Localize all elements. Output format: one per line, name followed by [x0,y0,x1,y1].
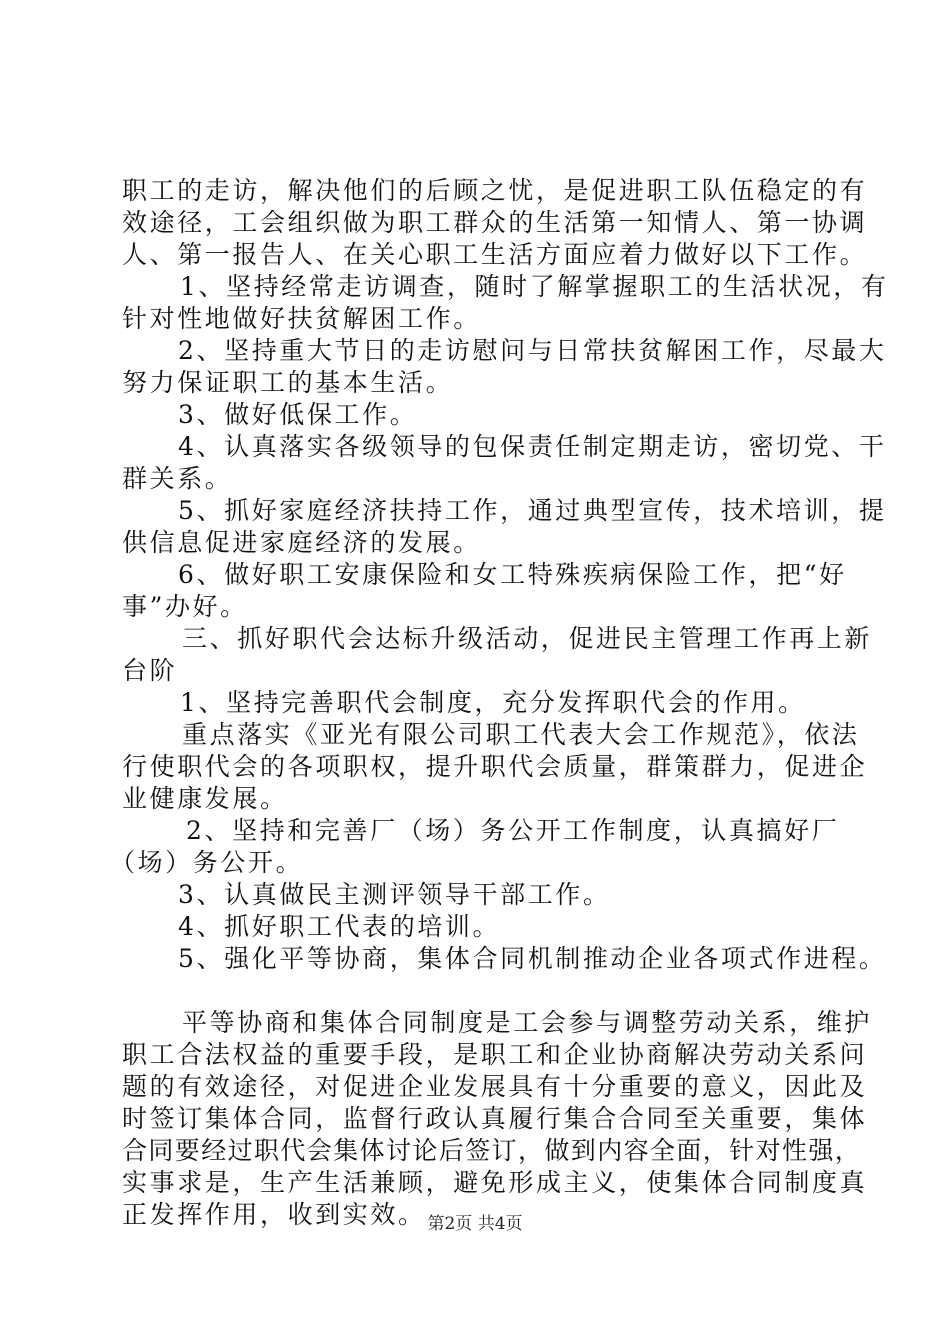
body-line: 合同要经过职代会集体讨论后签订，做到内容全面，针对性强， [122,1136,862,1165]
list-item-line: 5、强化平等协商，集体合同机制推动企业各项式作进程。 [178,944,887,973]
list-item-line: 5、抓好家庭经济扶持工作，通过典型宣传，技术培训，提 [178,496,887,525]
body-line: 正发挥作用，收到实效。 [122,1200,426,1229]
body-line: 业健康发展。 [122,784,288,813]
list-item-line: 6、做好职工安康保险和女工特殊疾病保险工作，把“好 [178,560,847,589]
body-line: 职工合法权益的重要手段，是职工和企业协商解决劳动关系问 [122,1040,868,1069]
list-item-line: 1、坚持完善职代会制度，充分发挥职代会的作用。 [180,688,806,717]
body-line: 平等协商和集体合同制度是工会参与调整劳动关系，维护 [182,1008,873,1037]
list-item-line: 1、坚持经常走访调查，随时了解掌握职工的生活状况，有 [180,272,889,301]
section-heading-line: 台阶 [122,656,178,685]
body-line: 行使职代会的各项职权，提升职代会质量，群策群力，促进企 [122,752,868,781]
list-item-line: 3、认真做民主测评领导干部工作。 [178,880,611,909]
page-number-footer: 第2页 共4页 [427,1214,523,1234]
list-item-line: 事”办好。 [122,592,248,621]
body-line: 人、第一报告人、在关心职工生活方面应着力做好以下工作。 [122,240,868,269]
list-item-line: 4、认真落实各级领导的包保责任制定期走访，密切党、干 [178,432,887,461]
list-item-line: 努力保证职工的基本生活。 [122,368,454,397]
body-line: 效途径，工会组织做为职工群众的生活第一知情人、第一协调 [122,208,868,237]
body-line: 实事求是，生产生活兼顾，避免形成主义，使集体合同制度真 [122,1168,868,1197]
list-item-line: （场）务公开。 [110,848,304,877]
list-item-line: 3、做好低保工作。 [178,400,418,429]
body-line: 重点落实《亚光有限公司职工代表大会工作规范》，依法 [182,720,860,749]
list-item-line: 2、坚持和完善厂（场）务公开工作制度，认真搞好厂 [186,816,840,845]
list-item-line: 群关系。 [122,464,233,493]
list-item-line: 2、坚持重大节日的走访慰问与日常扶贫解困工作，尽最大 [178,336,887,365]
list-item-line: 针对性地做好扶贫解困工作。 [122,304,481,333]
list-item-line: 4、抓好职工代表的培训。 [178,912,501,941]
list-item-line: 供信息促进家庭经济的发展。 [122,528,481,557]
body-line: 职工的走访，解决他们的后顾之忧，是促进职工队伍稳定的有 [122,176,868,205]
section-heading-line: 三、抓好职代会达标升级活动，促进民主管理工作再上新 [182,624,873,653]
body-line: 时签订集体合同，监督行政认真履行集合合同至关重要，集体 [122,1104,868,1133]
body-line: 题的有效途径，对促进企业发展具有十分重要的意义，因此及 [122,1072,868,1101]
